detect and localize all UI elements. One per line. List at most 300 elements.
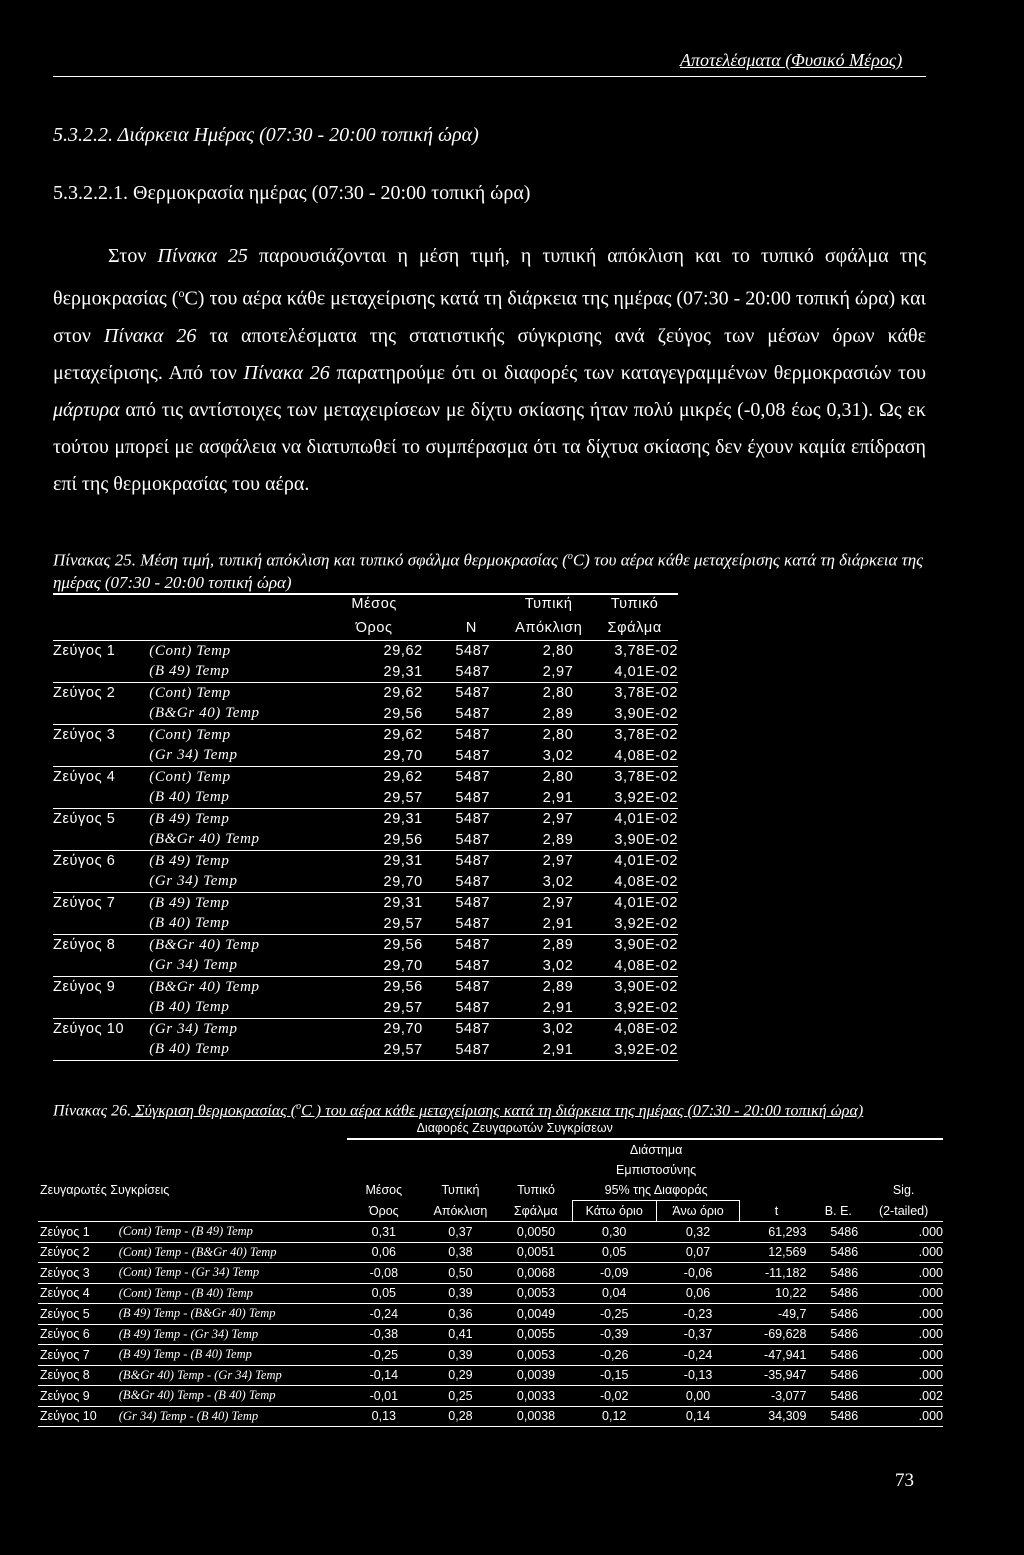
table-header-cell	[812, 1180, 864, 1201]
se-value: 0,0050	[500, 1222, 572, 1243]
pair-label	[53, 872, 149, 893]
df-value: 5486	[812, 1386, 864, 1407]
t-value: -11,182	[740, 1263, 812, 1284]
mean-value: 29,31	[383, 853, 423, 870]
sd-value: 3,02	[506, 872, 591, 893]
n-value: 5487	[437, 830, 506, 851]
t-value: 12,569	[740, 1242, 812, 1263]
table-26-body	[38, 1222, 943, 1427]
sd-value: 2,89	[542, 979, 574, 996]
pair-comparison: (Cont) Temp - (Gr 34) Temp	[119, 1263, 347, 1284]
se-value: 4,01E-02	[591, 662, 678, 683]
se-value: 0,0068	[500, 1263, 572, 1284]
table-26-caption-text: Σύγκριση θερμοκρασίας (	[131, 1102, 297, 1120]
mean-value: 29,57	[312, 788, 437, 809]
pair-label	[53, 662, 149, 683]
sd-value: 2,97	[542, 811, 574, 828]
ci-lower: 0,30	[572, 1222, 656, 1243]
ci-upper: 0,14	[656, 1406, 740, 1427]
pair-label: Ζεύγος 7	[38, 1345, 119, 1366]
mean-diff: -0,14	[347, 1365, 422, 1386]
table-header-cell	[812, 1160, 864, 1180]
col-group-header	[347, 1118, 943, 1139]
sd-value: 2,80	[542, 727, 574, 744]
treatment: (B 49) Temp	[149, 852, 230, 869]
col-header-sd: Τυπική	[524, 596, 573, 612]
table-row	[38, 1345, 943, 1366]
table-header-cell	[53, 616, 149, 641]
treatment: (B&Gr 40) Temp	[149, 936, 260, 953]
table-26-reference: Πίνακα 26	[103, 324, 197, 347]
se-value: 3,78E-02	[614, 769, 678, 786]
treatment: (B 40) Temp	[149, 914, 311, 935]
pair-comparison: (Cont) Temp - (B&Gr 40) Temp	[119, 1242, 347, 1263]
table-header-cell	[740, 1180, 812, 1201]
mean-diff: 0,06	[347, 1242, 422, 1263]
sd-value: 3,02	[506, 746, 591, 767]
treatment: (B 49) Temp	[149, 662, 311, 683]
pair-label: Ζεύγος 7	[53, 895, 116, 912]
table-header-cell	[500, 1139, 572, 1160]
table-header-cell	[119, 1118, 347, 1139]
pair-label	[53, 746, 149, 767]
table-25-label: Πίνακας 25.	[53, 550, 136, 570]
table-25-reference: Πίνακα 25	[157, 245, 248, 267]
t-value: -49,7	[740, 1304, 812, 1325]
treatment: (B 40) Temp	[149, 1040, 311, 1061]
t-value: -47,941	[740, 1345, 812, 1366]
table-row	[53, 872, 678, 893]
ci-upper: 0,07	[656, 1242, 740, 1263]
n-value: 5487	[455, 979, 491, 996]
table-header-cell	[149, 616, 311, 641]
ci-lower: -0,25	[572, 1304, 656, 1325]
n-value: 5487	[437, 1040, 506, 1061]
col-header-se: Σφάλμα	[513, 1203, 558, 1218]
table-header-cell	[347, 1139, 422, 1160]
t-value: -35,947	[740, 1365, 812, 1386]
pair-label	[53, 788, 149, 809]
col-header-n: N	[465, 620, 477, 636]
col-header-ci: Εμπιστοσύνης	[616, 1163, 697, 1177]
ci-lower: -0,26	[572, 1345, 656, 1366]
ci-lower: -0,02	[572, 1386, 656, 1407]
ci-lower: 0,05	[572, 1242, 656, 1263]
t-value: -69,628	[740, 1324, 812, 1345]
control-term: μάρτυρα	[53, 398, 120, 421]
table-header-cell	[812, 1139, 864, 1160]
treatment: (Cont) Temp	[149, 726, 231, 743]
pair-label	[53, 1040, 149, 1061]
sd-value: 0,39	[421, 1283, 500, 1304]
table-row	[53, 935, 678, 956]
treatment: (B&Gr 40) Temp	[149, 830, 311, 851]
table-header-cell	[38, 1160, 119, 1180]
mean-value: 29,57	[312, 998, 437, 1019]
table-row	[53, 809, 678, 830]
table-row	[38, 1242, 943, 1263]
pair-label: Ζεύγος 5	[38, 1304, 119, 1325]
df-value: 5486	[812, 1365, 864, 1386]
ci-lower: -0,15	[572, 1365, 656, 1386]
pair-label: Ζεύγος 6	[53, 853, 116, 870]
sd-value: 0,29	[421, 1365, 500, 1386]
pair-label	[53, 914, 149, 935]
sd-value: 0,41	[421, 1324, 500, 1345]
n-value: 5487	[455, 811, 491, 828]
t-value: 61,293	[740, 1222, 812, 1243]
table-row	[53, 830, 678, 851]
table-row	[38, 1304, 943, 1325]
se-value: 4,01E-02	[614, 853, 678, 870]
t-value: -3,077	[740, 1386, 812, 1407]
table-header-cell	[149, 592, 311, 616]
df-value: 5486	[812, 1283, 864, 1304]
table-row	[53, 683, 678, 704]
table-row	[53, 788, 678, 809]
n-value: 5487	[455, 1021, 491, 1038]
mean-diff: -0,24	[347, 1304, 422, 1325]
sig-value: .000	[864, 1283, 943, 1304]
sd-value: 2,89	[542, 937, 574, 954]
pair-comparison: (Gr 34) Temp - (B 40) Temp	[119, 1406, 347, 1427]
table-header-cell	[864, 1139, 943, 1160]
pair-label: Ζεύγος 9	[53, 979, 116, 996]
table-26-reference: Πίνακα 26	[243, 361, 330, 384]
body-text-3: C) του αέρα κάθε μεταχείρισης κατά τη διάρκεια της ημέρας (07:30 - 20:00 τοπική ώρα) και στον	[53, 287, 926, 347]
table-row	[53, 914, 678, 935]
sd-value: 2,97	[542, 895, 574, 912]
n-value: 5487	[455, 895, 491, 912]
mean-value: 29,70	[312, 956, 437, 977]
mean-value: 29,62	[383, 643, 423, 660]
n-value: 5487	[437, 998, 506, 1019]
section-title: 5.3.2.2. Διάρκεια Ημέρας (07:30 - 20:00 τοπική ώρα)	[53, 124, 479, 146]
sig-value: .000	[864, 1365, 943, 1386]
se-value: 3,92E-02	[591, 998, 678, 1019]
table-row	[53, 956, 678, 977]
se-value: 3,90E-02	[614, 979, 678, 996]
df-value: 5486	[812, 1406, 864, 1427]
mean-diff: -0,38	[347, 1324, 422, 1345]
treatment: (Gr 34) Temp	[149, 746, 311, 767]
n-value: 5487	[455, 937, 491, 954]
n-value: 5487	[437, 956, 506, 977]
sig-value: .000	[864, 1242, 943, 1263]
pair-comparison: (B 49) Temp - (B&Gr 40) Temp	[119, 1304, 347, 1325]
table-header-cell	[119, 1160, 347, 1180]
table-row	[38, 1283, 943, 1304]
treatment: (Cont) Temp	[149, 768, 231, 785]
mean-diff: -0,01	[347, 1386, 422, 1407]
pair-comparison: (Cont) Temp - (B 49) Temp	[119, 1222, 347, 1243]
mean-value: 29,56	[383, 979, 423, 996]
ci-upper: 0,32	[656, 1222, 740, 1243]
table-header-cell	[38, 1118, 119, 1139]
sd-value: 2,80	[542, 769, 574, 786]
pair-label: Ζεύγος 10	[38, 1406, 119, 1427]
se-value: 3,92E-02	[591, 1040, 678, 1061]
pair-comparison: (Cont) Temp - (B 40) Temp	[119, 1283, 347, 1304]
table-header-cell	[740, 1160, 812, 1180]
col-header-se: Τυπικό	[517, 1183, 555, 1198]
pair-label: Ζεύγος 1	[53, 643, 116, 660]
ci-upper: 0,06	[656, 1283, 740, 1304]
running-header: Αποτελέσματα (Φυσικό Μέρος)	[680, 50, 903, 70]
treatment: (B&Gr 40) Temp	[149, 704, 311, 725]
se-value: 3,90E-02	[591, 830, 678, 851]
table-header-cell	[38, 1201, 119, 1222]
se-value: 3,78E-02	[614, 685, 678, 702]
pair-label: Ζεύγος 10	[53, 1021, 125, 1038]
treatment: (B 49) Temp	[149, 894, 230, 911]
se-value: 3,78E-02	[614, 643, 678, 660]
ci-upper: -0,24	[656, 1345, 740, 1366]
table-header-cell	[740, 1139, 812, 1160]
t-value: 10,22	[740, 1283, 812, 1304]
sd-value: 0,50	[421, 1263, 500, 1284]
df-value: 5486	[812, 1345, 864, 1366]
table-row	[53, 977, 678, 998]
se-value: 3,92E-02	[591, 914, 678, 935]
pair-label: Ζεύγος 9	[38, 1386, 119, 1407]
sd-value: 2,89	[506, 704, 591, 725]
table-row	[53, 893, 678, 914]
sd-value: 2,91	[506, 998, 591, 1019]
mean-diff: 0,31	[347, 1222, 422, 1243]
se-value: 3,90E-02	[614, 937, 678, 954]
table-row	[53, 998, 678, 1019]
sd-value: 2,91	[506, 1040, 591, 1061]
degree-superscript: o	[567, 551, 573, 562]
table-row	[38, 1222, 943, 1243]
table-header-cell	[500, 1160, 572, 1180]
pair-label: Ζεύγος 8	[53, 937, 116, 954]
table-row	[53, 662, 678, 683]
table-25-caption-text: C) του αέρα κάθε μεταχείρισης κατά τη διάρκεια της ημέρας (07:30 - 20:00 τοπική ώρα)	[53, 550, 924, 592]
pair-comparison: (B 49) Temp - (B 40) Temp	[119, 1345, 347, 1366]
col-header-pairs: Ζευγαρωτές Συγκρίσεις	[40, 1183, 170, 1198]
table-row	[38, 1324, 943, 1345]
mean-value: 29,62	[383, 727, 423, 744]
n-value: 5487	[455, 643, 491, 660]
n-value: 5487	[437, 788, 506, 809]
n-value: 5487	[437, 872, 506, 893]
pair-label: Ζεύγος 2	[38, 1242, 119, 1263]
se-value: 3,78E-02	[614, 727, 678, 744]
table-header-cell	[421, 1139, 500, 1160]
df-value: 5486	[812, 1242, 864, 1263]
n-value: 5487	[455, 769, 491, 786]
se-value: 0,0049	[500, 1304, 572, 1325]
pair-label	[53, 998, 149, 1019]
se-value: 4,08E-02	[591, 956, 678, 977]
table-row	[38, 1263, 943, 1284]
sd-value: 0,28	[421, 1406, 500, 1427]
ci-lower: -0,39	[572, 1324, 656, 1345]
pair-label: Ζεύγος 6	[38, 1324, 119, 1345]
pair-label: Ζεύγος 5	[53, 811, 116, 828]
df-value: 5486	[812, 1263, 864, 1284]
t-value: 34,309	[740, 1406, 812, 1427]
table-row	[38, 1365, 943, 1386]
sig-value: .000	[864, 1222, 943, 1243]
se-value: 3,92E-02	[591, 788, 678, 809]
table-header-cell	[119, 1139, 347, 1160]
table-25-body	[53, 641, 678, 1061]
col-header-sig: Sig.	[892, 1183, 915, 1198]
body-text-4: τα αποτελέσματα της στατιστικής σύγκρισης ανά ζεύγος των μέσων όρων κάθε μεταχείρισης. Από τον	[53, 324, 926, 384]
table-row	[38, 1406, 943, 1427]
table-26-label: Πίνακας 26.	[53, 1102, 132, 1120]
table-row	[53, 1019, 678, 1040]
se-value: 0,0053	[500, 1283, 572, 1304]
col-header-mean: Μέσος	[365, 1183, 403, 1198]
table-25	[53, 592, 678, 1061]
body-text-1: Στον	[108, 245, 158, 267]
pair-comparison: (B&Gr 40) Temp - (B 40) Temp	[119, 1386, 347, 1407]
table-row	[38, 1386, 943, 1407]
df-value: 5486	[812, 1324, 864, 1345]
ci-upper: -0,23	[656, 1304, 740, 1325]
sig-value: .000	[864, 1406, 943, 1427]
table-header-cell	[38, 1139, 119, 1160]
treatment: (B 40) Temp	[149, 998, 311, 1019]
col-header-sd: Απόκλιση	[515, 620, 583, 636]
sd-value: 3,02	[542, 1021, 574, 1038]
pair-label: Ζεύγος 3	[53, 727, 116, 744]
body-text-6: από τις αντίστοιχες των μεταχειρίσεων με δίχτυ σκίασης ήταν πολύ μικρές (-0,08 έως 0,31). Ως εκ τούτου μπορεί με ασφάλεια να διατυπωθεί το συμπέρασμα ότι τα δίχτυα σκίασης δεν έχουν καμία επίδραση επί της θερμοκρασίας του αέρα.	[53, 398, 926, 495]
table-row	[53, 641, 678, 662]
se-value: 0,0051	[500, 1242, 572, 1263]
sig-value: .000	[864, 1324, 943, 1345]
se-value: 0,0053	[500, 1345, 572, 1366]
df-value: 5486	[812, 1304, 864, 1325]
mean-value: 29,31	[312, 662, 437, 683]
sd-value: 2,97	[542, 853, 574, 870]
sd-value: 0,38	[421, 1242, 500, 1263]
treatment: (Cont) Temp	[149, 642, 231, 659]
degree-superscript: o	[178, 286, 185, 300]
table-row	[53, 704, 678, 725]
sig-value: .000	[864, 1263, 943, 1284]
table-header-cell	[53, 592, 149, 616]
treatment: (B&Gr 40) Temp	[149, 978, 260, 995]
table-25-caption	[53, 546, 926, 594]
table-25-caption-text: Μέση τιμή, τυπική απόκλιση και τυπικό σφάλμα θερμοκρασίας (	[135, 550, 568, 570]
mean-value: 29,31	[383, 895, 423, 912]
table-26	[38, 1118, 943, 1427]
col-header-ci: Διάστημα	[629, 1143, 683, 1157]
mean-value: 29,56	[312, 704, 437, 725]
mean-value: 29,70	[312, 872, 437, 893]
n-value: 5487	[455, 727, 491, 744]
pair-label: Ζεύγος 2	[53, 685, 116, 702]
sd-value: 2,80	[542, 685, 574, 702]
table-row	[53, 1040, 678, 1061]
mean-value: 29,56	[312, 830, 437, 851]
se-value: 3,90E-02	[591, 704, 678, 725]
pair-label: Ζεύγος 4	[53, 769, 116, 786]
sd-value: 2,91	[506, 788, 591, 809]
mean-diff: 0,13	[347, 1406, 422, 1427]
ci-upper: -0,37	[656, 1324, 740, 1345]
pair-comparison: (B 49) Temp - (Gr 34) Temp	[119, 1324, 347, 1345]
body-paragraph	[53, 238, 926, 503]
col-header-mean: Μέσος	[351, 596, 397, 612]
table-26-caption-text: C ) του αέρα κάθε μεταχείρισης κατά τη διάρκεια της ημέρας (07:30 - 20:00 τοπική ώρα)	[301, 1102, 864, 1120]
treatment: (Gr 34) Temp	[149, 1020, 238, 1037]
se-value: 4,08E-02	[591, 872, 678, 893]
pair-label: Ζεύγος 4	[38, 1283, 119, 1304]
n-value: 5487	[437, 914, 506, 935]
sd-value: 0,37	[421, 1222, 500, 1243]
n-value: 5487	[455, 853, 491, 870]
sd-value: 2,97	[506, 662, 591, 683]
table-header-cell	[864, 1160, 943, 1180]
col-header-sig: (2-tailed)	[878, 1203, 929, 1218]
sig-value: .000	[864, 1304, 943, 1325]
treatment: (B 49) Temp	[149, 810, 230, 827]
col-header-df: Β. Ε.	[824, 1203, 852, 1218]
treatment: (Gr 34) Temp	[149, 956, 311, 977]
ci-lower: -0,09	[572, 1263, 656, 1284]
mean-value: 29,56	[383, 937, 423, 954]
sd-value: 0,25	[421, 1386, 500, 1407]
n-value: 5487	[437, 704, 506, 725]
sd-value: 2,80	[542, 643, 574, 660]
se-value: 0,0033	[500, 1386, 572, 1407]
sd-value: 0,36	[421, 1304, 500, 1325]
se-value: 4,01E-02	[614, 895, 678, 912]
table-row	[53, 746, 678, 767]
table-header-cell	[119, 1201, 347, 1222]
col-header-mean: Όρος	[355, 620, 393, 636]
n-value: 5487	[437, 662, 506, 683]
pair-label	[53, 956, 149, 977]
ci-upper: -0,13	[656, 1365, 740, 1386]
n-value: 5487	[437, 746, 506, 767]
col-header-t: t	[774, 1203, 779, 1218]
mean-value: 29,57	[312, 914, 437, 935]
ci-lower: 0,12	[572, 1406, 656, 1427]
ci-upper: -0,06	[656, 1263, 740, 1284]
se-value: 0,0055	[500, 1324, 572, 1345]
mean-value: 29,31	[383, 811, 423, 828]
sig-value: .002	[864, 1386, 943, 1407]
se-value: 0,0038	[500, 1406, 572, 1427]
sig-value: .000	[864, 1345, 943, 1366]
mean-value: 29,57	[312, 1040, 437, 1061]
table-header-cell	[347, 1160, 422, 1180]
mean-diff: -0,25	[347, 1345, 422, 1366]
se-value: 0,0039	[500, 1365, 572, 1386]
mean-value: 29,70	[383, 1021, 423, 1038]
pair-label	[53, 830, 149, 851]
degree-superscript: o	[296, 1101, 302, 1112]
ci-lower: 0,04	[572, 1283, 656, 1304]
treatment: (B 40) Temp	[149, 788, 311, 809]
mean-value: 29,62	[383, 769, 423, 786]
col-header-lower: Κάτω όριο	[572, 1201, 656, 1222]
mean-value: 29,70	[312, 746, 437, 767]
table-row	[53, 767, 678, 788]
sd-value: 0,39	[421, 1345, 500, 1366]
col-header-ci: 95% της Διαφοράς	[572, 1180, 740, 1201]
se-value: 4,01E-02	[614, 811, 678, 828]
table-header-cell	[437, 592, 506, 616]
col-header-se: Σφάλμα	[607, 620, 662, 636]
